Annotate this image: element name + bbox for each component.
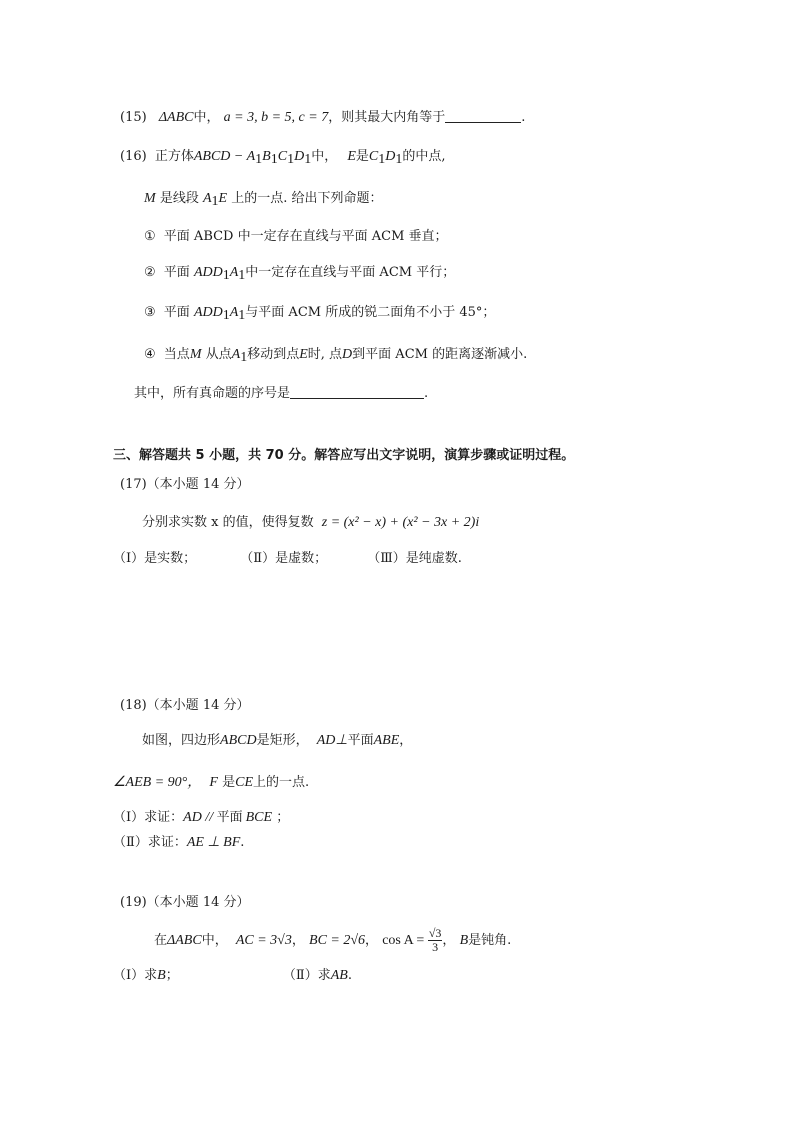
q15-answer-blank[interactable]: [445, 108, 521, 123]
q19-l1b: ΔABC: [167, 933, 202, 948]
q16-t1: 正方体: [154, 149, 194, 164]
q19-l1d: ，: [442, 933, 456, 948]
q18-p2c: .: [240, 835, 245, 850]
q16-p1: 平面 ABCD 中一定存在直线与平面 ACM 垂直；: [163, 229, 448, 244]
q18-l2a: ∠AEB = 90°，: [113, 775, 202, 790]
q18-p1d: BCE: [245, 810, 273, 825]
q16-number: (16): [120, 149, 147, 164]
q17-part-3: （Ⅲ）是纯虚数.: [367, 551, 462, 566]
q18-l2d: CE: [235, 775, 254, 790]
q18-l1c: 是矩形，: [256, 733, 309, 748]
q18-p1a: （Ⅰ）求证：: [113, 810, 184, 825]
q16-p4c: 移动到点: [247, 347, 300, 362]
q16-summary-text: 其中，所有真命题的序号是: [134, 386, 291, 401]
q19-ac: AC = 3√3: [235, 933, 292, 948]
q19-l1c: 中，: [201, 933, 228, 948]
q19-frac-den: 3: [432, 940, 439, 954]
q15-post: ，则其最大内角等于: [328, 110, 446, 125]
q16-p2b: 中一定存在直线与平面 ACM 平行；: [245, 265, 456, 280]
q16-cube-a: ABCD − A: [193, 149, 256, 164]
q19-p2b: AB: [330, 968, 348, 983]
q16-prop-1: [144, 228, 448, 246]
q19-l1a: 在: [154, 933, 168, 948]
q16-m: M: [144, 191, 156, 206]
section-3-heading: 三、解答题共 5 小题，共 70 分。解答应写出文字说明，演算步骤或证明过程。: [113, 448, 575, 463]
q18-p1c: 平面: [216, 810, 243, 825]
q18-line-2: [113, 774, 309, 792]
q18-line-1: [142, 732, 412, 750]
q18-l1e: 平面: [347, 733, 374, 748]
q16-p3a: 平面: [163, 305, 190, 320]
circled-four-marker: ④: [144, 347, 156, 362]
q16-mid: 中，: [311, 149, 338, 164]
q18-l1b: ABCD: [220, 733, 257, 748]
q19-l1f: 是钝角.: [468, 933, 512, 948]
q16-summary: [134, 384, 428, 403]
q17-part-1: （Ⅰ）是实数；: [113, 551, 197, 566]
q18-l2b: F: [209, 775, 218, 790]
q16-p4d: 时, 点: [307, 347, 343, 362]
q16-t2: 是: [355, 149, 369, 164]
q17-body: 分别求实数 x 的值，使得复数: [142, 515, 314, 530]
q18-l1a: 如图，四边形: [142, 733, 221, 748]
q17-formula: z = (x² − x) + (x² − 3x + 2)i: [321, 515, 480, 530]
q18-l1f: ABE: [373, 733, 400, 748]
q16-e: E: [347, 149, 356, 164]
q19-line-1: 在ΔABC中， AC = 3√3， BC = 2√6， cos A = $\frac{√3}{3}$ ， B是钝角.: [154, 926, 512, 954]
q16-prop-3: ③ 平面 $ADD_1A_1$与平面 ACM 所成的锐二面角不小于 45°；: [144, 305, 496, 323]
q17-part-2: （Ⅱ）是虚数；: [240, 551, 328, 566]
q18-p1b: AD //: [183, 810, 217, 825]
circled-two-marker: ②: [144, 265, 156, 280]
q16-p4a: 当点: [163, 347, 190, 362]
q19-p2c: .: [347, 968, 352, 983]
q17-head: (17)（本小题 14 分）: [120, 477, 250, 492]
q19-cos: cos A =: [382, 933, 428, 948]
q19-l1e: B: [459, 933, 469, 948]
q15-end: .: [521, 110, 526, 125]
q16-m-b: 是线段: [159, 191, 199, 206]
q15-triangle: ΔABC: [158, 110, 194, 125]
q16-prop-4: ④ 当点M 从点$A_1$移动到点E时, 点D到平面 ACM 的距离逐渐减小.: [144, 347, 528, 365]
q19-head: (19)（本小题 14 分）: [120, 895, 250, 910]
q16-p4e: 到平面 ACM 的距离逐渐减小.: [352, 347, 528, 362]
q18-l2e: 上的一点.: [253, 775, 310, 790]
q15-number: (15): [120, 110, 147, 125]
q18-p2b: AE ⊥ BF: [186, 835, 241, 850]
q16-answer-blank[interactable]: [290, 384, 424, 399]
q19-p1c: ；: [165, 968, 179, 983]
circled-three-marker: ③: [144, 305, 156, 320]
q18-l1d: AD⊥: [316, 733, 348, 748]
q16-line-1: (16) 正方体ABCD − $A_1B_1C_1D_1$中， E是$C_1D_1$的中点,: [120, 149, 446, 167]
q15-pre: 中，: [193, 110, 220, 125]
q16-p3b: 与平面 ACM 所成的锐二面角不小于 45°；: [245, 305, 496, 320]
q18-head: (18)（本小题 14 分）: [120, 698, 250, 713]
q18-part-1: [113, 809, 289, 827]
circled-one-marker: ①: [144, 229, 156, 244]
q16-p4b: 从点: [205, 347, 232, 362]
q19-fraction: [428, 927, 443, 954]
q16-p2a: 平面: [163, 265, 190, 280]
q17-body-line: [142, 514, 479, 532]
q16-prop-2: ② 平面 $ADD_1A_1$中一定存在直线与平面 ACM 平行；: [144, 265, 456, 283]
q16-m-c: 上的一点. 给出下列命题：: [231, 191, 383, 206]
q18-p1e: ；: [276, 810, 290, 825]
q18-l2c: 是: [222, 775, 236, 790]
q16-t3: 的中点,: [402, 149, 446, 164]
q15-conditions: a = 3, b = 5, c = 7: [223, 110, 329, 125]
q15-line: [120, 108, 525, 127]
q16-summary-end: .: [424, 386, 429, 401]
q19-frac-num: √3: [428, 926, 442, 940]
q19-bc: BC = 2√6: [309, 933, 366, 948]
q18-p2a: （Ⅱ）求证：: [113, 835, 187, 850]
q18-l1g: ，: [399, 733, 413, 748]
q19-p1b: B: [157, 968, 166, 983]
q17-parts: [113, 550, 462, 568]
q19-p2a: （Ⅱ）求: [282, 968, 331, 983]
q16-line-2: M 是线段 $A_1E$ 上的一点. 给出下列命题：: [144, 191, 383, 209]
q18-part-2: [113, 834, 244, 852]
q19-parts: [113, 967, 352, 985]
q19-p1a: （Ⅰ）求: [113, 968, 158, 983]
